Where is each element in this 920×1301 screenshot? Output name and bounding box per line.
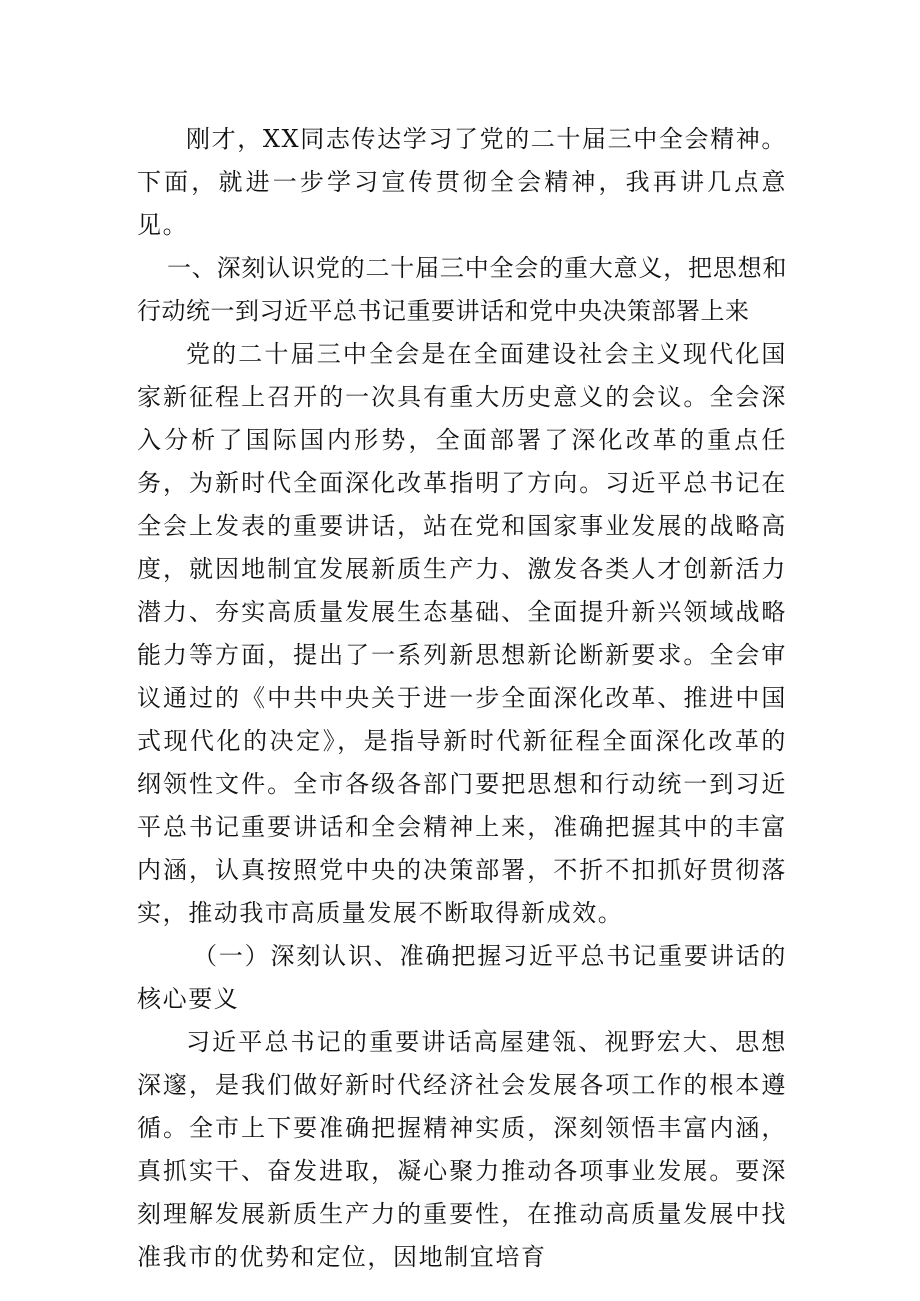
document-body bbox=[137, 118, 787, 1279]
body-paragraph-1: 党的二十届三中全会是在全面建设社会主义现代化国家新征程上召开的一次具有重大历史意义的会议。全会深入分析了国际国内形势，全面部署了深化改革的重点任务，为新时代全面深化改革指明了方向。习近平总书记在全会上发表的重要讲话，站在党和国家事业发展的战略高度，就因地制宜发展新质生产力、激发各类人才创新活力潜力、夯实高质量发展生态基础、全面提升新兴领域战略能力等方面，提出了一系列新思想新论断新要求。全会审议通过的《中共中央关于进一步全面深化改革、推进中国式现代化的决定》，是指导新时代新征程全面深化改革的纲领性文件。全市各级各部门要把思想和行动统一到习近平总书记重要讲话和全会精神上来，准确把握其中的丰富内涵，认真按照党中央的决策部署，不折不扣抓好贯彻落实，推动我市高质量发展不断取得新成效。 bbox=[137, 340, 787, 927]
subsection-heading-1: （一）深刻认识、准确把握习近平总书记重要讲话的核心要义 bbox=[137, 942, 787, 1013]
intro-paragraph: 刚才，XX同志传达学习了党的二十届三中全会精神。下面，就进一步学习宣传贯彻全会精神，我再讲几点意见。 bbox=[137, 125, 787, 239]
body-paragraph-2: 习近平总书记的重要讲话高屋建瓴、视野宏大、思想深邃，是我们做好新时代经济社会发展各项工作的根本遵循。全市上下要准确把握精神实质，深刻领悟丰富内涵，真抓实干、奋发进取，凝心聚力推动各项事业发展。要深刻理解发展新质生产力的重要性，在推动高质量发展中找准我市的优势和定位，因地制宜培育 bbox=[137, 1028, 787, 1271]
section-heading-1: 一、深刻认识党的二十届三中全会的重大意义，把思想和行动统一到习近平总书记重要讲话和党中央决策部署上来 bbox=[137, 254, 787, 325]
